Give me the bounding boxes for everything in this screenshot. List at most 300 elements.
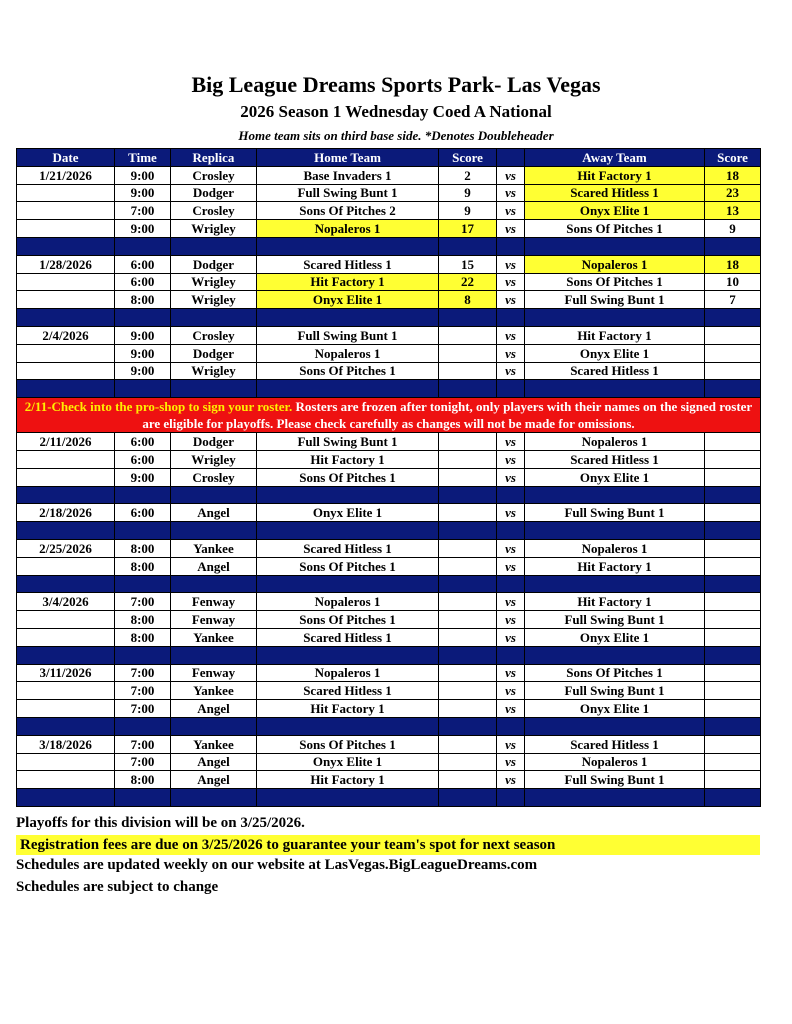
separator-cell xyxy=(439,575,497,593)
separator-cell xyxy=(171,380,257,398)
separator-cell xyxy=(171,789,257,807)
game-time: 9:00 xyxy=(115,344,171,362)
col-away-score-header: Score xyxy=(705,149,761,167)
game-time: 7:00 xyxy=(115,700,171,718)
game-time: 6:00 xyxy=(115,273,171,291)
field-replica: Yankee xyxy=(171,539,257,557)
separator-cell xyxy=(257,789,439,807)
away-team: Nopaleros 1 xyxy=(525,255,705,273)
vs-label: vs xyxy=(497,611,525,629)
separator-cell xyxy=(17,237,115,255)
home-score: 2 xyxy=(439,166,497,184)
separator-cell xyxy=(115,789,171,807)
away-team: Sons Of Pitches 1 xyxy=(525,273,705,291)
game-date xyxy=(17,628,115,646)
separator-cell xyxy=(17,309,115,327)
separator-cell xyxy=(171,575,257,593)
separator-cell xyxy=(439,789,497,807)
vs-label: vs xyxy=(497,504,525,522)
game-time: 6:00 xyxy=(115,433,171,451)
away-team: Nopaleros 1 xyxy=(525,539,705,557)
separator-cell xyxy=(171,717,257,735)
field-replica: Wrigley xyxy=(171,273,257,291)
away-team: Sons Of Pitches 1 xyxy=(525,664,705,682)
away-team: Onyx Elite 1 xyxy=(525,202,705,220)
away-team: Scared Hitless 1 xyxy=(525,362,705,380)
separator-cell xyxy=(257,717,439,735)
col-date-header: Date xyxy=(17,149,115,167)
away-score: 18 xyxy=(705,166,761,184)
game-date xyxy=(17,344,115,362)
away-score xyxy=(705,593,761,611)
separator-cell xyxy=(17,380,115,398)
away-team: Full Swing Bunt 1 xyxy=(525,611,705,629)
game-date xyxy=(17,362,115,380)
vs-label: vs xyxy=(497,735,525,753)
vs-label: vs xyxy=(497,433,525,451)
separator-cell xyxy=(705,309,761,327)
week-separator-row xyxy=(17,309,761,327)
separator-cell xyxy=(171,309,257,327)
separator-cell xyxy=(257,380,439,398)
home-score xyxy=(439,700,497,718)
away-score xyxy=(705,611,761,629)
week-separator-row xyxy=(17,237,761,255)
game-row xyxy=(17,433,761,451)
home-score xyxy=(439,557,497,575)
away-score xyxy=(705,362,761,380)
game-row xyxy=(17,700,761,718)
away-score xyxy=(705,682,761,700)
game-row xyxy=(17,539,761,557)
away-score xyxy=(705,539,761,557)
away-score: 13 xyxy=(705,202,761,220)
vs-label: vs xyxy=(497,184,525,202)
home-score: 15 xyxy=(439,255,497,273)
game-time: 8:00 xyxy=(115,611,171,629)
roster-notice-row xyxy=(17,398,761,433)
away-team: Full Swing Bunt 1 xyxy=(525,771,705,789)
home-team: Onyx Elite 1 xyxy=(257,753,439,771)
field-replica: Crosley xyxy=(171,202,257,220)
field-replica: Wrigley xyxy=(171,220,257,238)
home-team: Scared Hitless 1 xyxy=(257,682,439,700)
home-team: Full Swing Bunt 1 xyxy=(257,433,439,451)
separator-cell xyxy=(497,575,525,593)
separator-cell xyxy=(497,309,525,327)
home-score: 9 xyxy=(439,184,497,202)
game-time: 7:00 xyxy=(115,593,171,611)
game-row xyxy=(17,450,761,468)
game-date: 2/18/2026 xyxy=(17,504,115,522)
separator-cell xyxy=(497,486,525,504)
home-score xyxy=(439,628,497,646)
game-date xyxy=(17,468,115,486)
away-team: Hit Factory 1 xyxy=(525,557,705,575)
field-replica: Crosley xyxy=(171,166,257,184)
home-score: 17 xyxy=(439,220,497,238)
home-score: 9 xyxy=(439,202,497,220)
home-team: Full Swing Bunt 1 xyxy=(257,326,439,344)
game-row xyxy=(17,220,761,238)
vs-label: vs xyxy=(497,771,525,789)
separator-cell xyxy=(171,237,257,255)
away-team: Onyx Elite 1 xyxy=(525,700,705,718)
separator-cell xyxy=(171,646,257,664)
game-time: 6:00 xyxy=(115,255,171,273)
separator-cell xyxy=(439,646,497,664)
home-team: Nopaleros 1 xyxy=(257,220,439,238)
separator-cell xyxy=(171,522,257,540)
separator-cell xyxy=(171,486,257,504)
away-team: Nopaleros 1 xyxy=(525,753,705,771)
game-time: 7:00 xyxy=(115,735,171,753)
field-replica: Dodger xyxy=(171,184,257,202)
away-score xyxy=(705,735,761,753)
game-row xyxy=(17,166,761,184)
separator-cell xyxy=(705,717,761,735)
game-time: 7:00 xyxy=(115,682,171,700)
vs-label: vs xyxy=(497,539,525,557)
separator-cell xyxy=(497,646,525,664)
separator-cell xyxy=(525,646,705,664)
away-score: 7 xyxy=(705,291,761,309)
home-team: Hit Factory 1 xyxy=(257,700,439,718)
game-date: 1/28/2026 xyxy=(17,255,115,273)
vs-label: vs xyxy=(497,326,525,344)
game-time: 6:00 xyxy=(115,504,171,522)
separator-cell xyxy=(439,237,497,255)
away-score xyxy=(705,326,761,344)
game-date: 2/11/2026 xyxy=(17,433,115,451)
game-date xyxy=(17,682,115,700)
home-team: Full Swing Bunt 1 xyxy=(257,184,439,202)
vs-label: vs xyxy=(497,628,525,646)
game-time: 8:00 xyxy=(115,771,171,789)
separator-cell xyxy=(115,309,171,327)
away-score: 23 xyxy=(705,184,761,202)
home-team: Hit Factory 1 xyxy=(257,771,439,789)
away-score xyxy=(705,628,761,646)
game-time: 7:00 xyxy=(115,202,171,220)
separator-cell xyxy=(525,522,705,540)
field-replica: Wrigley xyxy=(171,291,257,309)
game-row xyxy=(17,753,761,771)
away-score xyxy=(705,468,761,486)
away-score: 10 xyxy=(705,273,761,291)
home-team: Hit Factory 1 xyxy=(257,273,439,291)
separator-cell xyxy=(525,380,705,398)
away-score xyxy=(705,557,761,575)
away-score xyxy=(705,344,761,362)
week-separator-row xyxy=(17,646,761,664)
page-note: Home team sits on third base side. *Denotes Doubleheader xyxy=(238,128,554,143)
separator-cell xyxy=(705,522,761,540)
playoffs-note: Playoffs for this division will be on 3/25/2026. xyxy=(16,815,305,831)
game-row xyxy=(17,468,761,486)
away-score xyxy=(705,664,761,682)
separator-cell xyxy=(115,522,171,540)
game-row xyxy=(17,611,761,629)
website-note: Schedules are updated weekly on our website at LasVegas.BigLeagueDreams.com xyxy=(16,857,538,873)
week-separator-row xyxy=(17,575,761,593)
separator-cell xyxy=(115,575,171,593)
field-replica: Angel xyxy=(171,753,257,771)
home-team: Scared Hitless 1 xyxy=(257,628,439,646)
home-score xyxy=(439,433,497,451)
separator-cell xyxy=(497,380,525,398)
separator-cell xyxy=(17,646,115,664)
game-date xyxy=(17,771,115,789)
col-vs-header xyxy=(497,149,525,167)
separator-cell xyxy=(497,237,525,255)
game-date xyxy=(17,202,115,220)
page-title: Big League Dreams Sports Park- Las Vegas xyxy=(191,72,601,97)
game-row xyxy=(17,184,761,202)
vs-label: vs xyxy=(497,557,525,575)
vs-label: vs xyxy=(497,255,525,273)
home-score xyxy=(439,753,497,771)
game-time: 9:00 xyxy=(115,362,171,380)
separator-cell xyxy=(115,486,171,504)
separator-cell xyxy=(525,486,705,504)
separator-cell xyxy=(705,789,761,807)
separator-cell xyxy=(17,717,115,735)
home-score xyxy=(439,344,497,362)
week-separator-row xyxy=(17,486,761,504)
home-score xyxy=(439,504,497,522)
separator-cell xyxy=(115,237,171,255)
home-score xyxy=(439,593,497,611)
game-row xyxy=(17,291,761,309)
game-time: 9:00 xyxy=(115,184,171,202)
page-subtitle: 2026 Season 1 Wednesday Coed A National xyxy=(240,102,552,121)
separator-cell xyxy=(17,789,115,807)
field-replica: Angel xyxy=(171,504,257,522)
away-score xyxy=(705,771,761,789)
home-team: Sons Of Pitches 1 xyxy=(257,362,439,380)
away-team: Scared Hitless 1 xyxy=(525,735,705,753)
field-replica: Dodger xyxy=(171,255,257,273)
separator-cell xyxy=(115,717,171,735)
col-home-score-header: Score xyxy=(439,149,497,167)
field-replica: Dodger xyxy=(171,344,257,362)
separator-cell xyxy=(705,646,761,664)
away-score xyxy=(705,433,761,451)
game-date xyxy=(17,700,115,718)
schedule-table xyxy=(16,148,761,807)
week-separator-row xyxy=(17,789,761,807)
home-team: Onyx Elite 1 xyxy=(257,504,439,522)
field-replica: Fenway xyxy=(171,664,257,682)
registration-note: Registration fees are due on 3/25/2026 to guarantee your team's spot for next season xyxy=(16,835,760,855)
separator-cell xyxy=(525,789,705,807)
away-team: Hit Factory 1 xyxy=(525,326,705,344)
home-team: Sons Of Pitches 1 xyxy=(257,611,439,629)
game-date xyxy=(17,557,115,575)
week-separator-row xyxy=(17,380,761,398)
week-separator-row xyxy=(17,522,761,540)
away-team: Scared Hitless 1 xyxy=(525,450,705,468)
vs-label: vs xyxy=(497,273,525,291)
home-score xyxy=(439,664,497,682)
vs-label: vs xyxy=(497,664,525,682)
home-score xyxy=(439,682,497,700)
game-row xyxy=(17,771,761,789)
roster-notice-text: Rosters are frozen after tonight, only players with their names on the signed roster are eligible for playoffs. Please check carefully as changes will not be made for omissions. xyxy=(142,399,753,432)
field-replica: Angel xyxy=(171,557,257,575)
game-date xyxy=(17,184,115,202)
game-time: 8:00 xyxy=(115,557,171,575)
field-replica: Fenway xyxy=(171,611,257,629)
separator-cell xyxy=(705,575,761,593)
game-row xyxy=(17,593,761,611)
away-team: Onyx Elite 1 xyxy=(525,468,705,486)
separator-cell xyxy=(525,309,705,327)
vs-label: vs xyxy=(497,166,525,184)
separator-cell xyxy=(439,486,497,504)
separator-cell xyxy=(115,380,171,398)
home-team: Scared Hitless 1 xyxy=(257,539,439,557)
separator-cell xyxy=(115,646,171,664)
game-date xyxy=(17,611,115,629)
game-time: 8:00 xyxy=(115,628,171,646)
separator-cell xyxy=(525,237,705,255)
separator-cell xyxy=(257,646,439,664)
roster-notice xyxy=(17,398,761,433)
home-team: Sons Of Pitches 2 xyxy=(257,202,439,220)
away-team: Full Swing Bunt 1 xyxy=(525,291,705,309)
field-replica: Wrigley xyxy=(171,362,257,380)
away-team: Full Swing Bunt 1 xyxy=(525,682,705,700)
away-team: Sons Of Pitches 1 xyxy=(525,220,705,238)
away-team: Hit Factory 1 xyxy=(525,593,705,611)
away-score: 18 xyxy=(705,255,761,273)
vs-label: vs xyxy=(497,362,525,380)
col-home-team-header: Home Team xyxy=(257,149,439,167)
vs-label: vs xyxy=(497,593,525,611)
separator-cell xyxy=(257,522,439,540)
separator-cell xyxy=(705,237,761,255)
home-score xyxy=(439,611,497,629)
separator-cell xyxy=(257,309,439,327)
away-team: Full Swing Bunt 1 xyxy=(525,504,705,522)
game-date: 2/4/2026 xyxy=(17,326,115,344)
game-time: 8:00 xyxy=(115,539,171,557)
away-team: Onyx Elite 1 xyxy=(525,344,705,362)
change-note: Schedules are subject to change xyxy=(16,879,219,895)
game-time: 9:00 xyxy=(115,220,171,238)
away-team: Scared Hitless 1 xyxy=(525,184,705,202)
separator-cell xyxy=(439,309,497,327)
away-score: 9 xyxy=(705,220,761,238)
week-separator-row xyxy=(17,717,761,735)
game-date xyxy=(17,450,115,468)
col-replica-header: Replica xyxy=(171,149,257,167)
vs-label: vs xyxy=(497,753,525,771)
field-replica: Crosley xyxy=(171,326,257,344)
separator-cell xyxy=(257,486,439,504)
field-replica: Angel xyxy=(171,700,257,718)
field-replica: Wrigley xyxy=(171,450,257,468)
game-date: 3/4/2026 xyxy=(17,593,115,611)
game-row xyxy=(17,735,761,753)
field-replica: Dodger xyxy=(171,433,257,451)
home-team: Sons Of Pitches 1 xyxy=(257,735,439,753)
field-replica: Crosley xyxy=(171,468,257,486)
home-team: Scared Hitless 1 xyxy=(257,255,439,273)
game-row xyxy=(17,362,761,380)
separator-cell xyxy=(17,575,115,593)
home-team: Onyx Elite 1 xyxy=(257,291,439,309)
home-score xyxy=(439,468,497,486)
vs-label: vs xyxy=(497,220,525,238)
separator-cell xyxy=(497,717,525,735)
game-row xyxy=(17,682,761,700)
home-score xyxy=(439,771,497,789)
schedule-body xyxy=(17,166,761,806)
game-row xyxy=(17,273,761,291)
col-time-header: Time xyxy=(115,149,171,167)
separator-cell xyxy=(497,789,525,807)
separator-cell xyxy=(705,380,761,398)
separator-cell xyxy=(497,522,525,540)
home-score xyxy=(439,326,497,344)
home-score xyxy=(439,450,497,468)
game-date xyxy=(17,753,115,771)
game-row xyxy=(17,557,761,575)
game-row xyxy=(17,255,761,273)
home-team: Nopaleros 1 xyxy=(257,344,439,362)
vs-label: vs xyxy=(497,202,525,220)
game-time: 8:00 xyxy=(115,291,171,309)
game-date xyxy=(17,291,115,309)
game-time: 6:00 xyxy=(115,450,171,468)
home-team: Sons Of Pitches 1 xyxy=(257,468,439,486)
away-score xyxy=(705,700,761,718)
home-score: 22 xyxy=(439,273,497,291)
vs-label: vs xyxy=(497,344,525,362)
game-date: 2/25/2026 xyxy=(17,539,115,557)
field-replica: Yankee xyxy=(171,628,257,646)
home-score xyxy=(439,735,497,753)
home-team: Sons Of Pitches 1 xyxy=(257,557,439,575)
away-score xyxy=(705,450,761,468)
separator-cell xyxy=(17,486,115,504)
separator-cell xyxy=(257,237,439,255)
game-date: 3/11/2026 xyxy=(17,664,115,682)
vs-label: vs xyxy=(497,291,525,309)
home-score: 8 xyxy=(439,291,497,309)
game-date: 3/18/2026 xyxy=(17,735,115,753)
separator-cell xyxy=(257,575,439,593)
game-time: 7:00 xyxy=(115,753,171,771)
vs-label: vs xyxy=(497,468,525,486)
game-row xyxy=(17,326,761,344)
home-score xyxy=(439,539,497,557)
home-team: Nopaleros 1 xyxy=(257,593,439,611)
separator-cell xyxy=(439,717,497,735)
game-row xyxy=(17,664,761,682)
vs-label: vs xyxy=(497,450,525,468)
game-time: 9:00 xyxy=(115,326,171,344)
separator-cell xyxy=(17,522,115,540)
game-date xyxy=(17,220,115,238)
home-team: Hit Factory 1 xyxy=(257,450,439,468)
game-date: 1/21/2026 xyxy=(17,166,115,184)
separator-cell xyxy=(705,486,761,504)
game-row xyxy=(17,202,761,220)
